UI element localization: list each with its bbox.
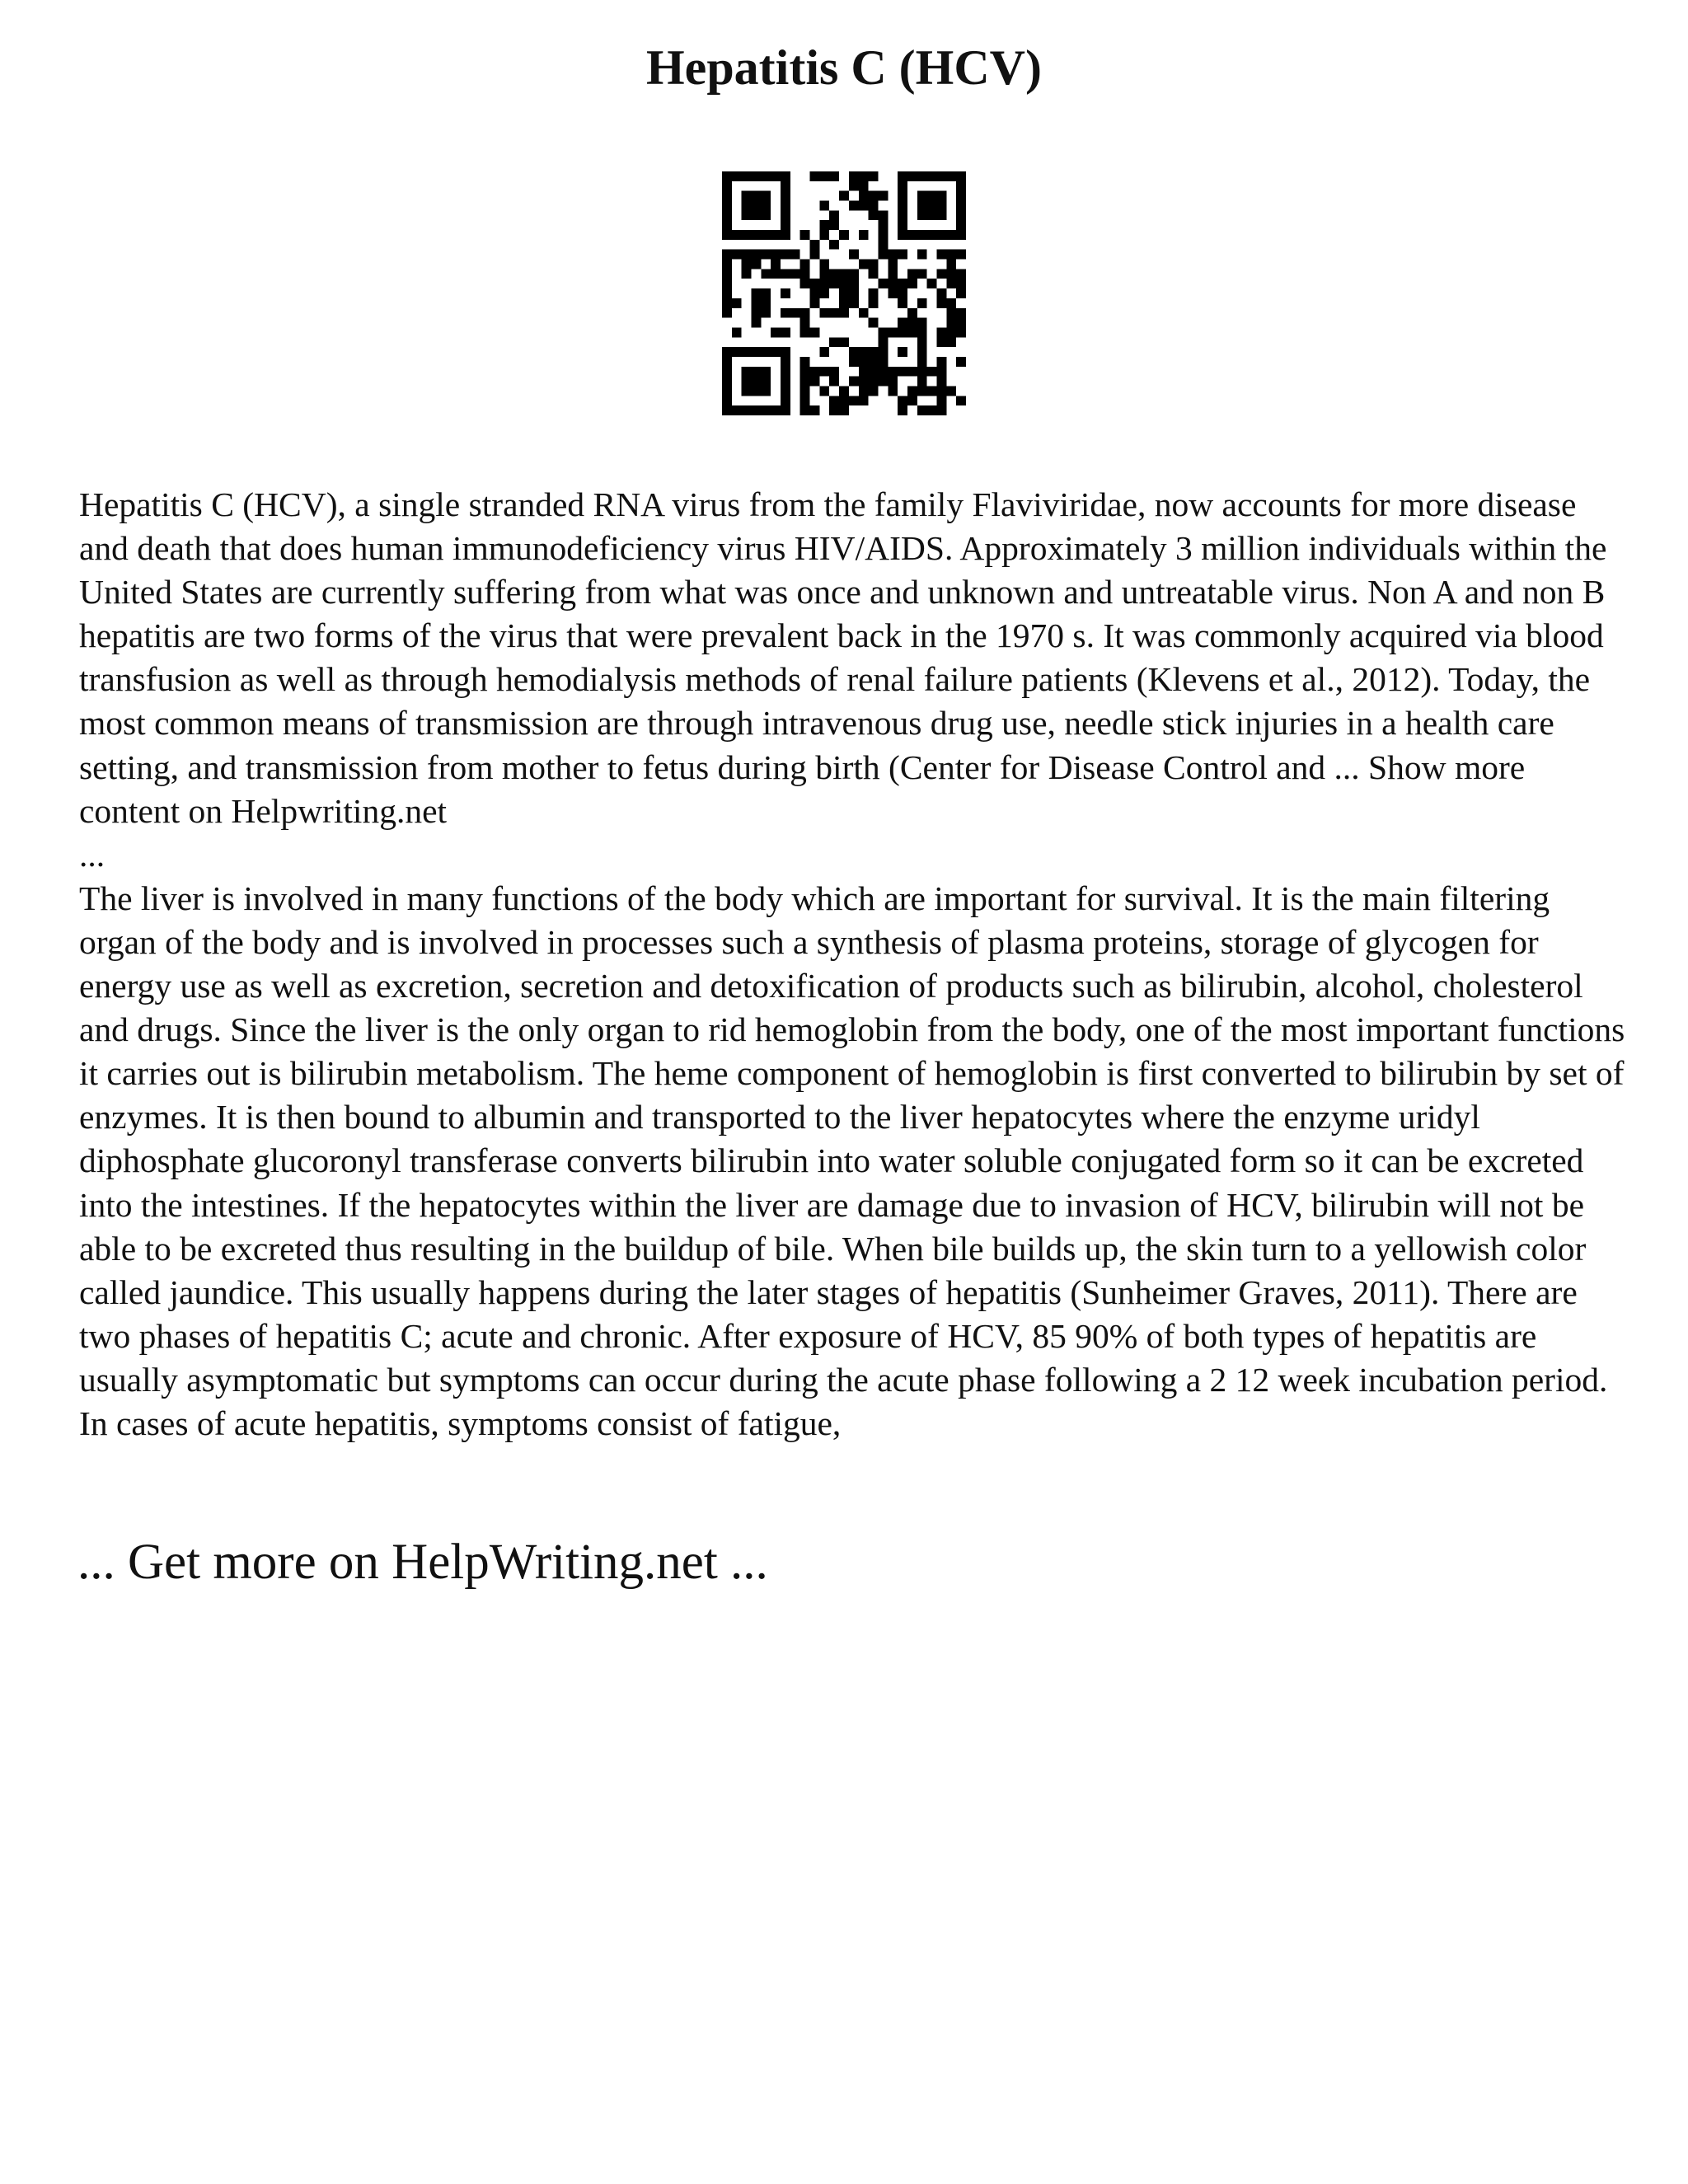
page-title: Hepatitis C (HCV) [646,40,1042,95]
show-more-link[interactable]: Show more content on Helpwriting.net [79,748,1526,830]
paragraph-intro [79,483,1629,833]
ellipsis-line: ... [79,835,106,874]
qr-code-icon[interactable] [722,171,966,415]
paragraph-intro-text: Hepatitis C (HCV), a single stranded RNA virus from the family Flaviviridae, now accounts for more disease and death that does human immunodeficiency virus HIV/AIDS. Approximately 3 million individuals within the United States are currently suffering from what was once and unknown and untreatable virus. Non A and non B hepatitis are two forms of the virus that were prevalent back in the 1970 s. It was commonly acquired via blood transfusion as well as through hemodialysis methods of renal failure patients (Klevens et al., 2012). Today, the most common means of transmission are through intravenous drug use, needle stick injuries in a health care setting, and transmission from mother to fetus during birth (Center for Disease Control and ... [79,485,1607,786]
get-more-link[interactable]: ... Get more on HelpWriting.net ... [77,1535,768,1590]
article-body [79,483,1629,1446]
paragraph-liver: The liver is involved in many functions of the body which are important for survival. It is the main filtering organ of the body and is involved in processes such a synthesis of plasma proteins, storage of glycogen for energy use as well as excretion, secretion and detoxification of products such as bilirubin, alcohol, cholesterol and drugs. Since the liver is the only organ to rid hemoglobin from the body, one of the most important functions it carries out is bilirubin metabolism. The heme component of hemoglobin is first converted to bilirubin by set of enzymes. It is then bound to albumin and transported to the liver hepatocytes where the enzyme uridyl diphosphate glucoronyl transferase converts bilirubin into water soluble conjugated form so it can be excreted into the intestines. If the hepatocytes within the liver are damage due to invasion of HCV, bilirubin will not be able to be excreted thus resulting in the buildup of bile. When bile builds up, the skin turn to a yellowish color called jaundice. This usually happens during the later stages of hepatitis (Sunheimer Graves, 2011). There are two phases of hepatitis C; acute and chronic. After exposure of HCV, 85 90% of both types of hepatitis are usually asymptomatic but symptoms can occur during the acute phase following a 2 12 week incubation period. In cases of acute hepatitis, symptoms consist of fatigue, [79,879,1625,1442]
